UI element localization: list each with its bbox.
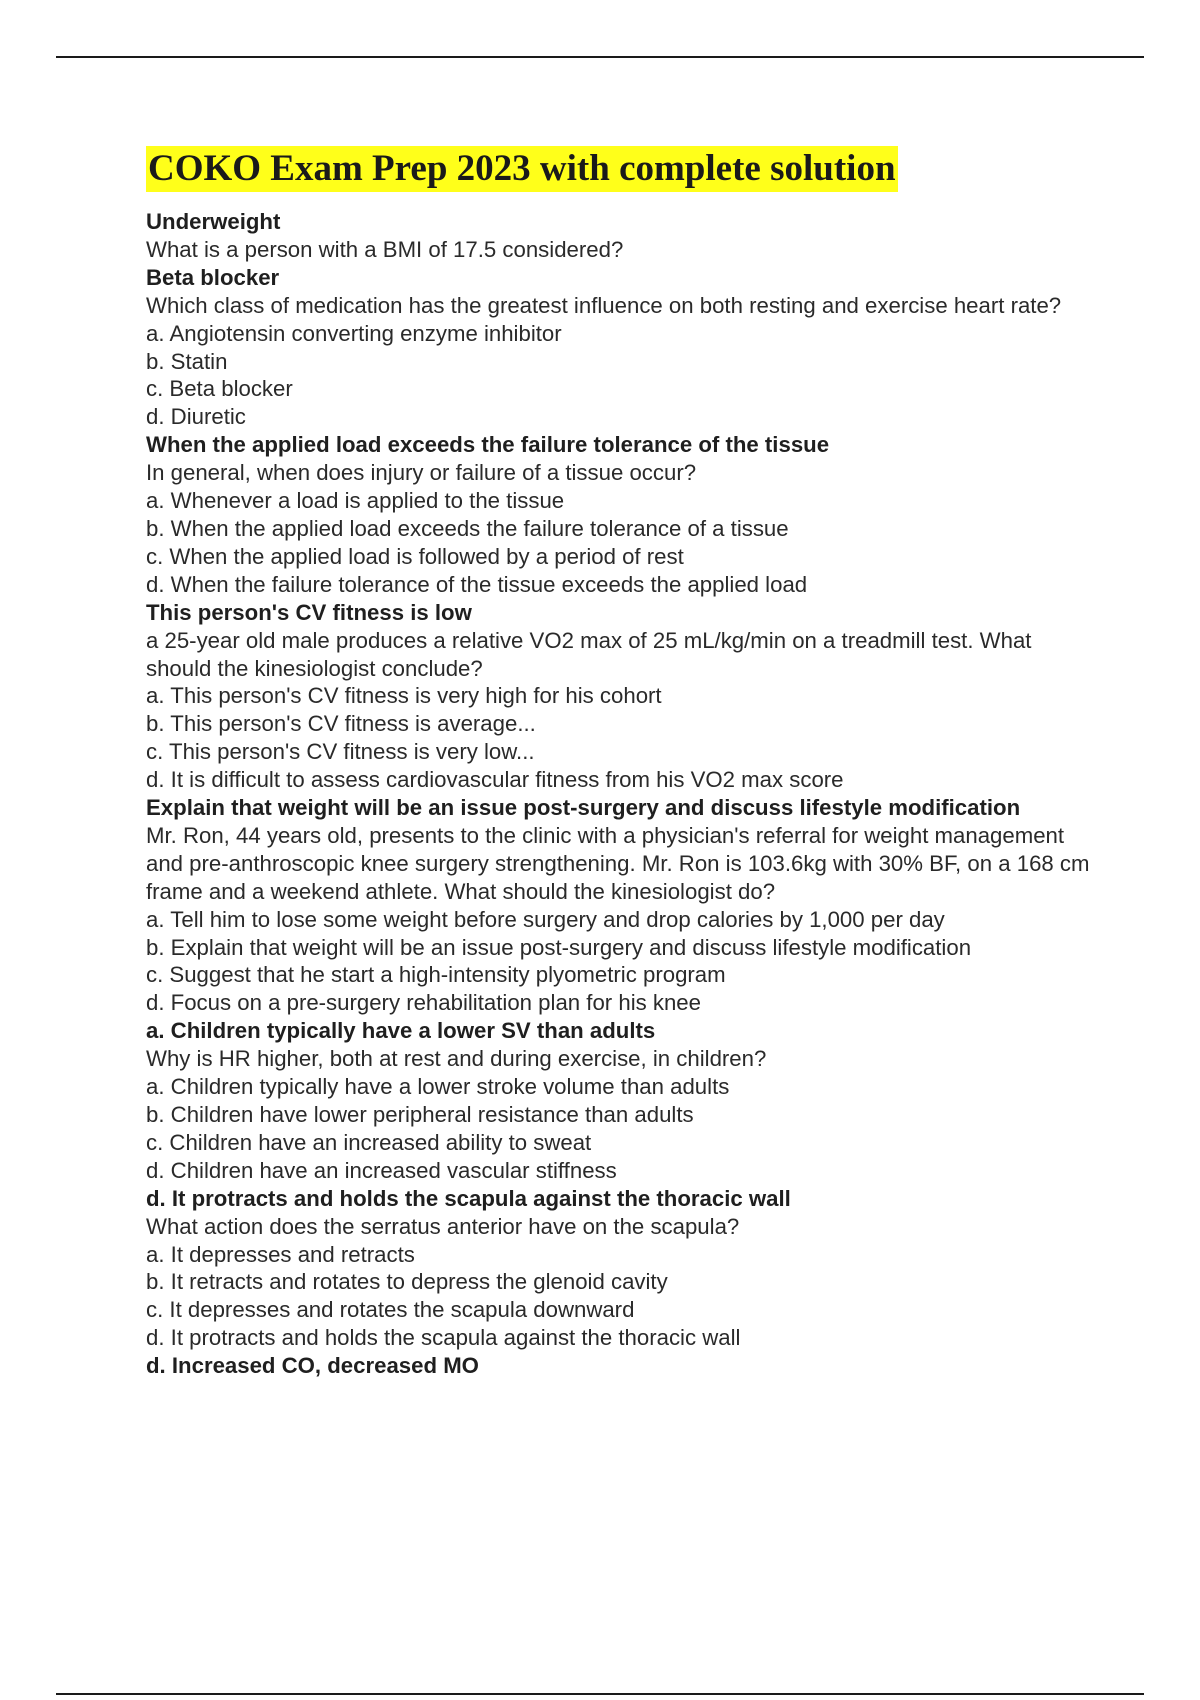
option-line: c. When the applied load is followed by a period of rest (146, 543, 684, 569)
option-line: c. This person's CV fitness is very low... (146, 739, 535, 765)
answer-line: a. Children typically have a lower SV than adults (146, 1018, 656, 1044)
answer-line: d. Increased CO, decreased MO (146, 1353, 479, 1379)
question-line: Which class of medication has the greatest influence on both resting and exercise heart rate? (146, 292, 1062, 318)
answer-line: Underweight (146, 209, 281, 234)
answer-line: This person's CV fitness is low (146, 599, 472, 625)
option-line: a. Whenever a load is applied to the tissue (146, 488, 565, 514)
answer-line: When the applied load exceeds the failure tolerance of the tissue (146, 432, 830, 458)
answer-line: Beta blocker (146, 264, 280, 290)
option-line: a. Children typically have a lower stroke volume than adults (146, 1074, 730, 1100)
document-title: COKO Exam Prep 2023 with complete solution (146, 146, 898, 192)
option-line: b. It retracts and rotates to depress the glenoid cavity (146, 1269, 668, 1295)
option-line: d. Diuretic (146, 404, 246, 430)
option-line: b. Explain that weight will be an issue post-surgery and discuss lifestyle modification (146, 934, 972, 960)
option-line: c. Suggest that he start a high-intensity plyometric program (146, 962, 726, 988)
answer-line: Explain that weight will be an issue post-surgery and discuss lifestyle modification (146, 795, 1021, 821)
question-line: What is a person with a BMI of 17.5 considered? (146, 236, 624, 262)
question-line: Why is HR higher, both at rest and during exercise, in children? (146, 1046, 767, 1072)
option-line: c. It depresses and rotates the scapula downward (146, 1297, 635, 1323)
answer-line: d. It protracts and holds the scapula against the thoracic wall (146, 1185, 791, 1211)
option-line: a. It depresses and retracts (146, 1241, 415, 1267)
footer-rule (56, 1693, 1144, 1695)
option-line: b. Statin (146, 348, 228, 374)
option-line: d. When the failure tolerance of the tissue exceeds the applied load (146, 571, 808, 597)
question-line: In general, when does injury or failure of a tissue occur? (146, 460, 697, 486)
option-line: d. It protracts and holds the scapula against the thoracic wall (146, 1325, 741, 1351)
question-line: Mr. Ron, 44 years old, presents to the clinic with a physician's referral for weight management and pre-anthroscopic knee surgery strengthening. Mr. Ron is 103.6kg with 30% BF, on a 168 cm frame and a weekend athlete. What should the kinesiologist do? (146, 822, 1090, 904)
question-line: a 25-year old male produces a relative VO2 max of 25 mL/kg/min on a treadmill test. What should the kinesiologist conclude? (146, 627, 1032, 681)
option-line: a. Angiotensin converting enzyme inhibitor (146, 320, 562, 346)
option-line: c. Beta blocker (146, 376, 293, 402)
option-line: b. Children have lower peripheral resistance than adults (146, 1102, 694, 1127)
option-line: d. It is difficult to assess cardiovascular fitness from his VO2 max score (146, 767, 844, 793)
question-line: What action does the serratus anterior have on the scapula? (146, 1213, 740, 1239)
option-line: a. Tell him to lose some weight before surgery and drop calories by 1,000 per day (146, 906, 945, 932)
option-line: d. Children have an increased vascular stiffness (146, 1157, 617, 1183)
qa-list (146, 208, 1096, 1380)
option-line: c. Children have an increased ability to sweat (146, 1129, 592, 1155)
option-line: d. Focus on a pre-surgery rehabilitation plan for his knee (146, 990, 701, 1016)
option-line: b. When the applied load exceeds the failure tolerance of a tissue (146, 515, 789, 541)
header-rule (56, 56, 1144, 58)
option-line: b. This person's CV fitness is average... (146, 711, 536, 737)
option-line: a. This person's CV fitness is very high for his cohort (146, 683, 662, 709)
document-body (146, 146, 1096, 1380)
